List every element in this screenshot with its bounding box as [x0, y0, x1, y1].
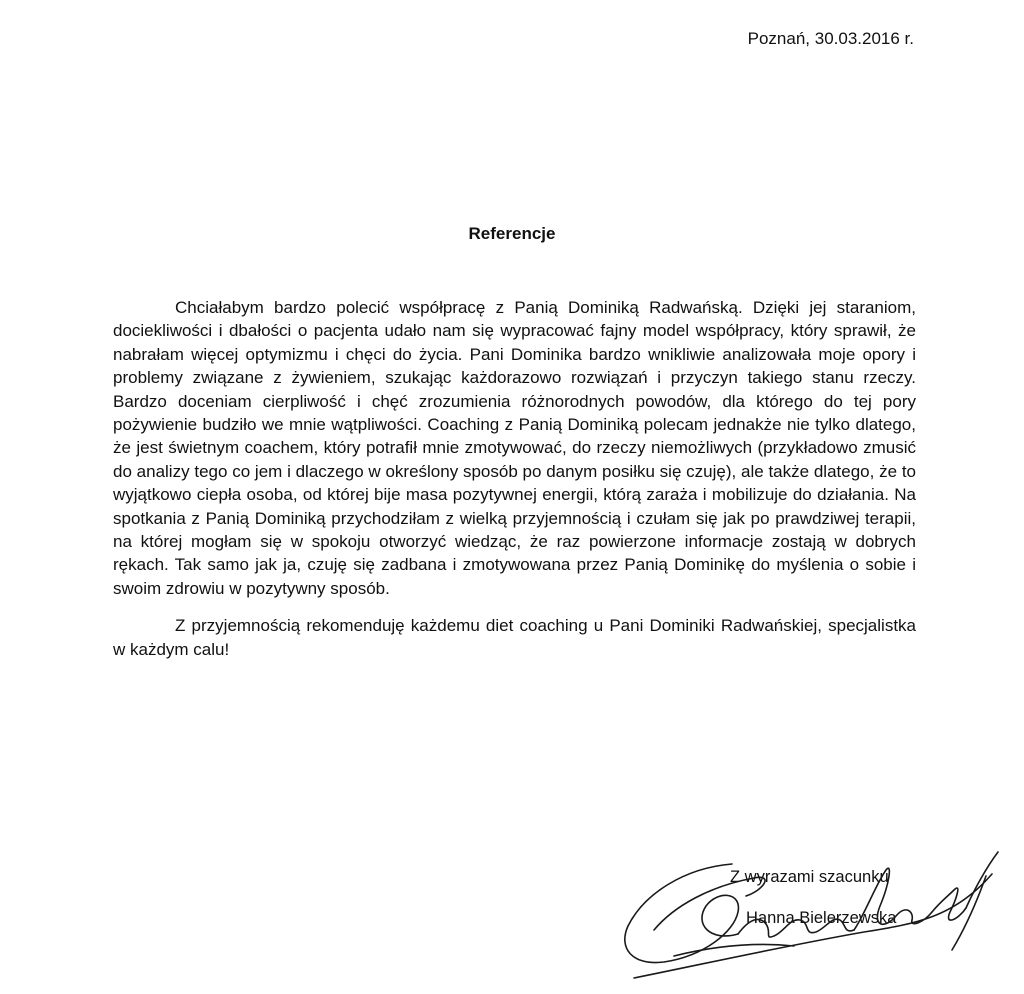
letter-body [113, 296, 916, 675]
place-date: Poznań, 30.03.2016 r. [747, 29, 914, 48]
closing-phrase: Z wyrazami szacunku [730, 868, 889, 886]
body-paragraph-1: Chciałabym bardzo polecić współpracę z Panią Dominiką Radwańską. Dzięki jej staraniom, dociekliwości i dbałości o pacjenta udało nam się wypracować fajny model współpracy, który sprawił, że nabrałam więcej optymizmu i chęci do życia. Pani Dominika bardzo wnikliwie analizowała moje opory i problemy związane z żywieniem, szukając każdorazowo rozwiązań i przyczyn takiego stanu rzeczy. Bardzo doceniam cierpliwość i chęć zrozumienia różnorodnych powodów, dla którego do tej pory pożywienie budziło we mnie wątpliwości. Coaching z Panią Dominiką polecam jednakże nie tylko dlatego, że jest świetnym coachem, który potrafił mnie zmotywować, do rzeczy niemożliwych (przykładowo zmusić do analizy tego co jem i dlaczego w określony sposób po danym posiłku się czuję), ale także dlatego, że to wyjątkowo ciepła osoba, od której bije masa pozytywnej energii, którą zaraża i mobilizuje do działania. Na spotkania z Panią Dominiką przychodziłam z wielką przyjemnością i czułam się jak po prawdziwej terapii, na której mogłam się w spokoju otworzyć wiedząc, że raz powierzone informacje zostają w dobrych rękach. Tak samo jak ja, czuję się zadbana i zmotywowana przez Panią Dominikę do myślenia o sobie i swoim zdrowiu w pozytywny sposób. [113, 298, 916, 598]
body-paragraph-2: Z przyjemnością rekomenduję każdemu diet coaching u Pani Dominiki Radwańskiej, specjalistka w każdym calu! [113, 616, 916, 659]
signer-name: Hanna Bielerzewska [746, 909, 897, 927]
letter-title: Referencje [468, 224, 556, 243]
closing-block [730, 866, 896, 929]
